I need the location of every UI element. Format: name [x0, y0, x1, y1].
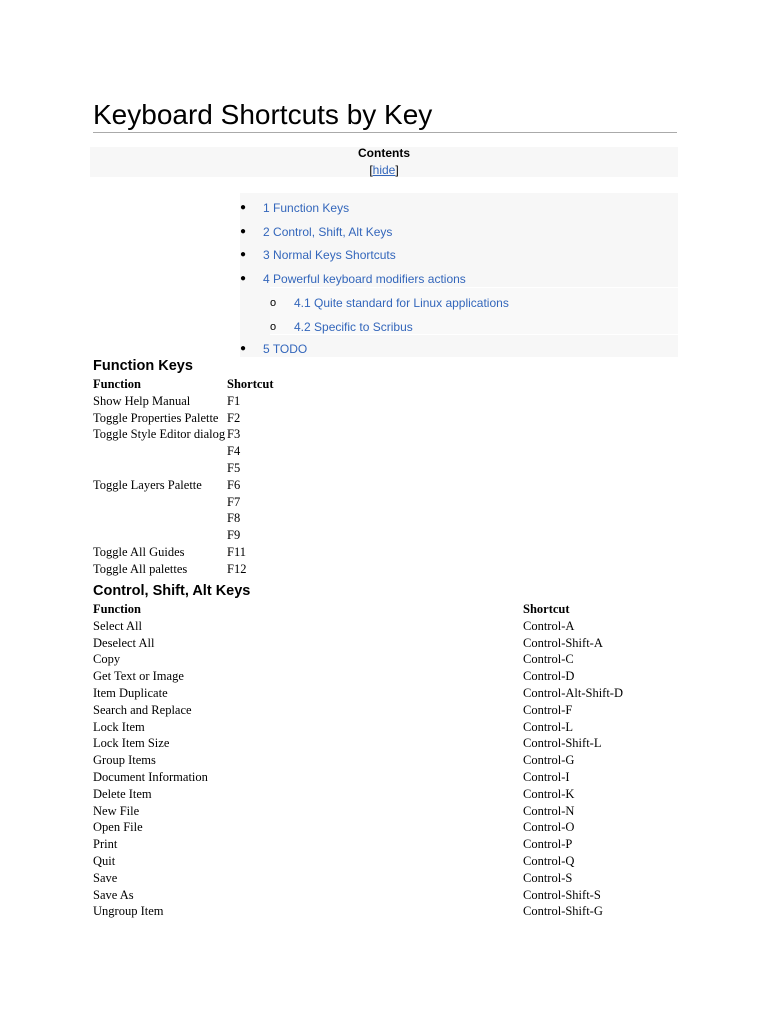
- table-row: [93, 685, 623, 702]
- toc-link[interactable]: [263, 201, 349, 215]
- function-cell: [93, 494, 227, 511]
- shortcut-cell: F11: [227, 544, 246, 559]
- table-row: [93, 668, 623, 685]
- shortcut-cell: Control-I: [523, 769, 570, 784]
- bullet-icon: ●: [240, 272, 247, 284]
- function-cell: Lock Item: [93, 719, 145, 734]
- circle-bullet-icon: o: [270, 320, 277, 333]
- table-row: [93, 494, 274, 511]
- toc-link[interactable]: [263, 342, 307, 356]
- table-row: [93, 887, 623, 904]
- toc-link[interactable]: [263, 272, 466, 286]
- toc-list: [240, 193, 678, 357]
- toc-link[interactable]: [263, 225, 392, 239]
- function-cell: New File: [93, 803, 140, 818]
- table-row: [93, 903, 623, 920]
- toc-link[interactable]: [294, 320, 413, 334]
- shortcut-cell: Control-F: [523, 702, 573, 717]
- table-row: [93, 702, 623, 719]
- table-row: [93, 836, 623, 853]
- function-cell: Search and Replace: [93, 702, 192, 717]
- table-row: [93, 769, 623, 786]
- shortcut-cell: F12: [227, 561, 247, 576]
- shortcut-cell: F5: [227, 460, 241, 475]
- shortcut-cell: Control-L: [523, 719, 573, 734]
- function-cell: Delete Item: [93, 786, 152, 801]
- shortcut-cell: Control-C: [523, 652, 574, 667]
- column-header-function: Function: [93, 377, 141, 391]
- table-row: [93, 510, 274, 527]
- function-keys-table: [93, 376, 274, 578]
- toc-sublist: [270, 287, 678, 335]
- table-row: [93, 735, 623, 752]
- function-cell: Document Information: [93, 769, 208, 784]
- shortcut-cell: F4: [227, 444, 241, 459]
- toc-number: 5: [263, 342, 270, 356]
- table-row: [93, 544, 274, 561]
- toc-link[interactable]: [294, 296, 509, 310]
- toc-number: 3: [263, 248, 270, 262]
- shortcut-cell: Control-S: [523, 870, 573, 885]
- table-header-row: [93, 601, 623, 618]
- toc-item-control-keys[interactable]: [240, 223, 392, 241]
- function-cell: Ungroup Item: [93, 904, 164, 919]
- function-cell: Item Duplicate: [93, 685, 168, 700]
- toc-item-todo[interactable]: [240, 340, 307, 358]
- table-row: [93, 719, 623, 736]
- function-cell: Copy: [93, 652, 121, 667]
- shortcut-cell: Control-D: [523, 669, 575, 684]
- table-row: [93, 635, 623, 652]
- shortcut-cell: Control-Alt-Shift-D: [523, 685, 623, 700]
- toc-item-modifiers[interactable]: [240, 270, 466, 288]
- shortcut-cell: F8: [227, 511, 241, 526]
- table-row: [93, 443, 274, 460]
- function-cell: Select All: [93, 618, 142, 633]
- toc-subitem-linux[interactable]: [270, 294, 509, 312]
- shortcut-cell: Control-Shift-A: [523, 635, 603, 650]
- column-header-shortcut: Shortcut: [523, 602, 570, 616]
- table-row: [93, 752, 623, 769]
- function-cell: Show Help Manual: [93, 393, 191, 408]
- table-row: [93, 477, 274, 494]
- control-keys-table: [93, 601, 623, 920]
- function-cell: Deselect All: [93, 635, 155, 650]
- shortcut-cell: F1: [227, 393, 241, 408]
- function-cell: [93, 443, 227, 460]
- circle-bullet-icon: o: [270, 297, 277, 309]
- shortcut-cell: F6: [227, 477, 241, 492]
- shortcut-cell: F2: [227, 410, 241, 425]
- section-heading-function-keys: Function Keys: [93, 358, 193, 374]
- shortcut-cell: Control-K: [523, 786, 575, 801]
- toc-subitem-scribus[interactable]: [270, 318, 413, 336]
- toc-title: Contents: [358, 146, 410, 160]
- table-row: [93, 393, 274, 410]
- table-row: [93, 410, 274, 427]
- shortcut-cell: Control-A: [523, 618, 575, 633]
- shortcut-cell: Control-O: [523, 820, 575, 835]
- table-row: [93, 426, 274, 443]
- bullet-icon: ●: [240, 225, 247, 237]
- toc-number: 4: [263, 271, 270, 286]
- function-cell: Open File: [93, 820, 143, 835]
- shortcut-cell: Control-N: [523, 803, 575, 818]
- shortcut-cell: Control-P: [523, 837, 573, 852]
- function-cell: Toggle Properties Palette: [93, 410, 219, 425]
- toc-number: 1: [263, 201, 270, 215]
- table-row: [93, 853, 623, 870]
- table-row: [93, 819, 623, 836]
- toc-hide-link[interactable]: hide: [372, 163, 396, 177]
- toc-number: 2: [263, 224, 270, 239]
- toc-item-function-keys[interactable]: [240, 199, 349, 217]
- toc-label: Specific to Scribus: [314, 319, 413, 334]
- toc-label: Powerful keyboard modifiers actions: [273, 271, 466, 286]
- bullet-icon: ●: [240, 249, 247, 260]
- toc-toggle: [90, 163, 678, 177]
- table-row: [93, 870, 623, 887]
- toc-label: Function Keys: [273, 201, 350, 215]
- function-cell: Get Text or Image: [93, 669, 184, 684]
- table-header-row: [93, 376, 274, 393]
- table-row: [93, 803, 623, 820]
- toc-label: Control, Shift, Alt Keys: [273, 224, 393, 239]
- function-cell: Lock Item Size: [93, 736, 170, 751]
- function-cell: [93, 527, 227, 544]
- shortcut-cell: F9: [227, 528, 241, 543]
- page-title: Keyboard Shortcuts by Key: [93, 98, 677, 133]
- shortcut-cell: Control-G: [523, 753, 575, 768]
- function-cell: Print: [93, 837, 118, 852]
- toc-label: Quite standard for Linux applications: [314, 296, 509, 310]
- table-row: [93, 786, 623, 803]
- function-cell: [93, 460, 227, 477]
- function-cell: Save: [93, 870, 118, 885]
- function-cell: Toggle All Guides: [93, 544, 185, 559]
- shortcut-cell: F7: [227, 494, 241, 509]
- table-row: [93, 651, 623, 668]
- column-header-shortcut: Shortcut: [227, 377, 274, 391]
- table-row: [93, 527, 274, 544]
- toc-link[interactable]: [263, 248, 396, 262]
- toc-label: TODO: [272, 342, 308, 356]
- function-cell: Toggle Style Editor dialog: [93, 427, 226, 442]
- toc-toggle-close-bracket: ]: [395, 163, 399, 177]
- function-cell: Quit: [93, 853, 116, 868]
- toc-number: 4.1: [294, 296, 311, 310]
- toc-label: Normal Keys Shortcuts: [273, 248, 396, 262]
- shortcut-cell: Control-Shift-S: [523, 887, 601, 902]
- toc-toggle-open-bracket: [: [369, 163, 373, 177]
- toc-header: [90, 147, 678, 177]
- shortcut-cell: Control-Q: [523, 853, 575, 868]
- shortcut-cell: Control-Shift-G: [523, 904, 603, 919]
- function-cell: Toggle All palettes: [93, 561, 188, 576]
- toc-item-normal-keys[interactable]: [240, 246, 396, 264]
- table-row: [93, 460, 274, 477]
- bullet-icon: ●: [240, 343, 247, 354]
- shortcut-cell: Control-Shift-L: [523, 736, 602, 751]
- bullet-icon: ●: [240, 202, 247, 213]
- column-header-function: Function: [93, 602, 141, 616]
- shortcut-cell: F3: [227, 427, 241, 442]
- function-cell: [93, 510, 227, 527]
- function-cell: Toggle Layers Palette: [93, 477, 202, 492]
- table-row: [93, 618, 623, 635]
- table-row: [93, 561, 274, 578]
- function-cell: Group Items: [93, 753, 156, 768]
- toc-number: 4.2: [294, 319, 311, 334]
- section-heading-control-keys: Control, Shift, Alt Keys: [93, 583, 251, 599]
- function-cell: Save As: [93, 887, 134, 902]
